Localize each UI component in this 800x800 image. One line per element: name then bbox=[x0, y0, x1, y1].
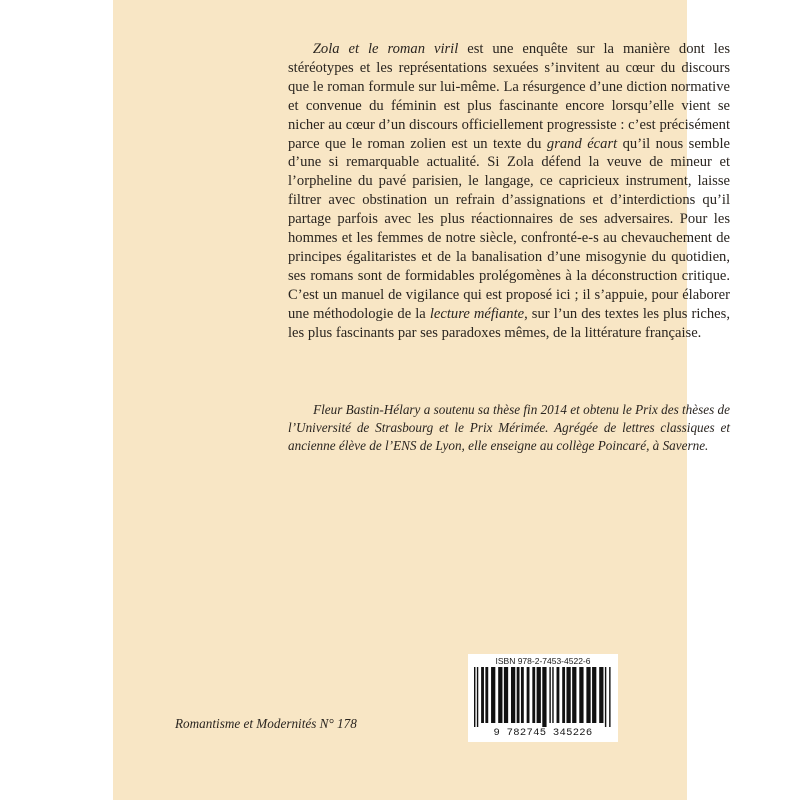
isbn-barcode bbox=[468, 654, 618, 742]
barcode-bar bbox=[579, 667, 583, 723]
barcode-bar bbox=[592, 667, 596, 723]
blurb-text-part-3: , sur l’un des textes les plus riches, les plus fascinants par ses paradoxes mêmes, de la littérature française. bbox=[288, 305, 730, 341]
barcode-bar bbox=[549, 667, 550, 723]
barcode-bar bbox=[481, 667, 484, 723]
barcode-bar bbox=[562, 667, 565, 723]
blurb-paragraph bbox=[288, 40, 730, 343]
barcode-bar bbox=[609, 667, 610, 727]
barcode-bar bbox=[485, 667, 488, 723]
barcode-bar bbox=[572, 667, 576, 723]
barcode-bar bbox=[527, 667, 530, 723]
author-bio: Fleur Bastin-Hélary a soutenu sa thèse fin 2014 et obtenu le Prix des thèses de l’Université de Strasbourg et le Prix Mérimée. Agrégée de lettres classiques et ancienne élève de l’ENS de Lyon, elle enseigne au collège Poincaré, à Saverne. bbox=[288, 402, 730, 454]
barcode-bar bbox=[521, 667, 524, 723]
grand-ecart-italic: grand écart bbox=[546, 135, 618, 152]
barcode-bar bbox=[557, 667, 560, 723]
barcode-bar bbox=[491, 667, 495, 723]
barcode-bar bbox=[511, 667, 515, 723]
barcode-bar bbox=[537, 667, 541, 723]
barcode-bar bbox=[474, 667, 475, 727]
barcode-bar bbox=[552, 667, 553, 723]
barcode-bar bbox=[599, 667, 603, 723]
barcode-bar bbox=[477, 667, 478, 727]
blurb-text-part-1: est une enquête sur la manière dont les stéréotypes et les représentations sexuées s’invitent au cœur du discours que le roman formule sur lui-même. La résurgence d’une diction normative et convenue du féminin est plus fascinante encore lorsqu’elle vient se nicher au cœur d’un discours officiellement progressiste : c’est précisément parce que le roman zolien est un texte du bbox=[288, 41, 730, 152]
barcode-bar bbox=[605, 667, 606, 727]
barcode-bar bbox=[532, 667, 535, 723]
barcode-bar bbox=[542, 667, 546, 727]
barcode-bars bbox=[472, 667, 614, 727]
barcode-bar bbox=[504, 667, 508, 723]
isbn-label: ISBN 978-2-7453-4522-6 bbox=[495, 656, 591, 666]
barcode-digits: 9 782745 345226 bbox=[493, 727, 593, 739]
lecture-mefiante-italic: lecture méfiante bbox=[429, 305, 525, 322]
book-title-italic: Zola et le roman viril bbox=[312, 41, 459, 57]
barcode-bar bbox=[586, 667, 590, 723]
barcode-bar bbox=[517, 667, 520, 723]
barcode-bar bbox=[566, 667, 570, 723]
blurb-text-part-2: qu’il nous semble d’une si remarquable actualité. Si Zola défend la veuve de mineur et l’orpheline du pavé parisien, le langage, ce capricieux instrument, laisse filtrer avec obstination un refrain d’assignations et d’interdictions qu’il partage parfois avec les plus réactionnaires de ses adversaires. Pour les hommes et les femmes de notre siècle, confronté-e-s au chevauchement de principes égalitaristes et de la banalisation d’une misogynie du quotidien, ses romans sont de formidables prolégomènes à la déconstruction critique. C’est un manuel de vigilance qui est proposé ici ; il s’appuie, pour élaborer une méthodologie de la bbox=[288, 135, 730, 322]
barcode-bar bbox=[498, 667, 502, 723]
series-label: Romantisme et Modernités N° 178 bbox=[175, 716, 357, 731]
